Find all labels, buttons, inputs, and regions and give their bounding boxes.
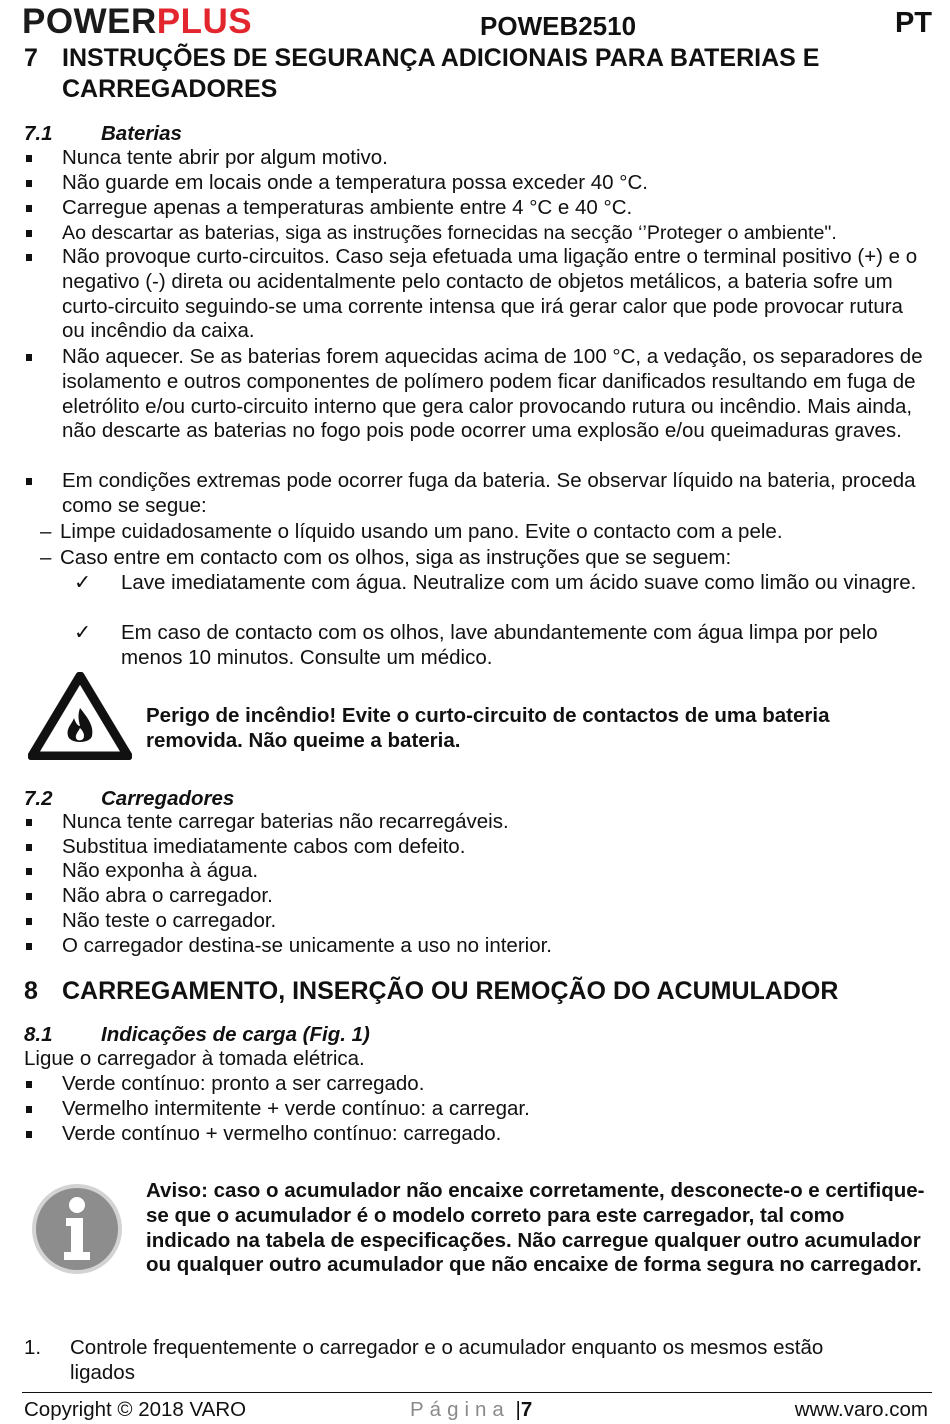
- item-number: 1.: [24, 1336, 42, 1359]
- section-title: INSTRUÇÕES DE SEGURANÇA ADICIONAIS PARA BATERIAS E CARREGADORES: [62, 44, 820, 103]
- bullet-marker: [26, 819, 32, 826]
- bullet-marker: [26, 354, 32, 361]
- bullet-marker: [26, 918, 32, 925]
- bullet-marker: [26, 180, 32, 187]
- footer-page: [410, 1397, 532, 1423]
- page-number: 7: [520, 1398, 533, 1421]
- intro-text: Ligue o carregador à tomada elétrica.: [24, 1047, 365, 1070]
- footer-website: www.varo.com: [794, 1398, 928, 1421]
- page-header: [22, 2, 932, 44]
- info-circle-icon: [30, 1182, 124, 1276]
- model-number: POWEB2510: [480, 11, 637, 41]
- subsection-number: 7.1: [24, 122, 53, 145]
- bullet-marker: [26, 254, 32, 261]
- logo-plus: PLUS: [156, 2, 253, 41]
- section-title: CARREGAMENTO, INSERÇÃO OU REMOÇÃO DO ACUMULADOR: [62, 977, 839, 1005]
- footer-divider: [22, 1392, 932, 1393]
- bullet-marker: [26, 478, 32, 485]
- info-warning-text: Aviso: caso o acumulador não encaixe corretamente, desconecte-o e certifique-se que o acumulador é o modelo correto para este carregador, tal como indicado na tabela de especificações. Não carregue qualquer outro acumulador ou qualquer outro acumulador que não encaixe de forma segura no carregador.: [146, 1179, 925, 1277]
- section-number: 8: [24, 977, 38, 1005]
- page-label: Página: [410, 1398, 510, 1421]
- bullet-marker: [26, 230, 32, 237]
- bullet-marker: [26, 844, 32, 851]
- dash-marker: –: [40, 520, 52, 543]
- subsection-number: 7.2: [24, 787, 53, 810]
- dash-marker: –: [40, 546, 52, 569]
- fire-warning-triangle-icon: [28, 672, 132, 760]
- bullet-marker: [26, 943, 32, 950]
- subsection-title: Indicações de carga (Fig. 1): [101, 1023, 370, 1046]
- subsection-title: Baterias: [101, 122, 182, 145]
- page-separator: |: [515, 1398, 521, 1421]
- bullet-marker: [26, 205, 32, 212]
- powerplus-logo: [22, 2, 252, 42]
- bullet-marker: [26, 868, 32, 875]
- checkmark-icon: ✓: [74, 621, 92, 644]
- logo-power: POWER: [22, 2, 157, 41]
- bullet-marker: [26, 1081, 32, 1088]
- section-number: 7: [24, 44, 38, 72]
- footer-copyright: Copyright © 2018 VARO: [24, 1398, 247, 1421]
- bullet-marker: [26, 1106, 32, 1113]
- language-code: PT: [894, 7, 932, 39]
- subsection-title: Carregadores: [101, 787, 235, 810]
- bullet-marker: [26, 155, 32, 162]
- bullet-marker: [26, 893, 32, 900]
- subsection-number: 8.1: [24, 1023, 53, 1046]
- checkmark-icon: ✓: [74, 571, 92, 594]
- bullet-marker: [26, 1131, 32, 1138]
- fire-warning-text: Perigo de incêndio! Evite o curto-circuito de contactos de uma bateria removida. Não queime a bateria.: [146, 704, 830, 752]
